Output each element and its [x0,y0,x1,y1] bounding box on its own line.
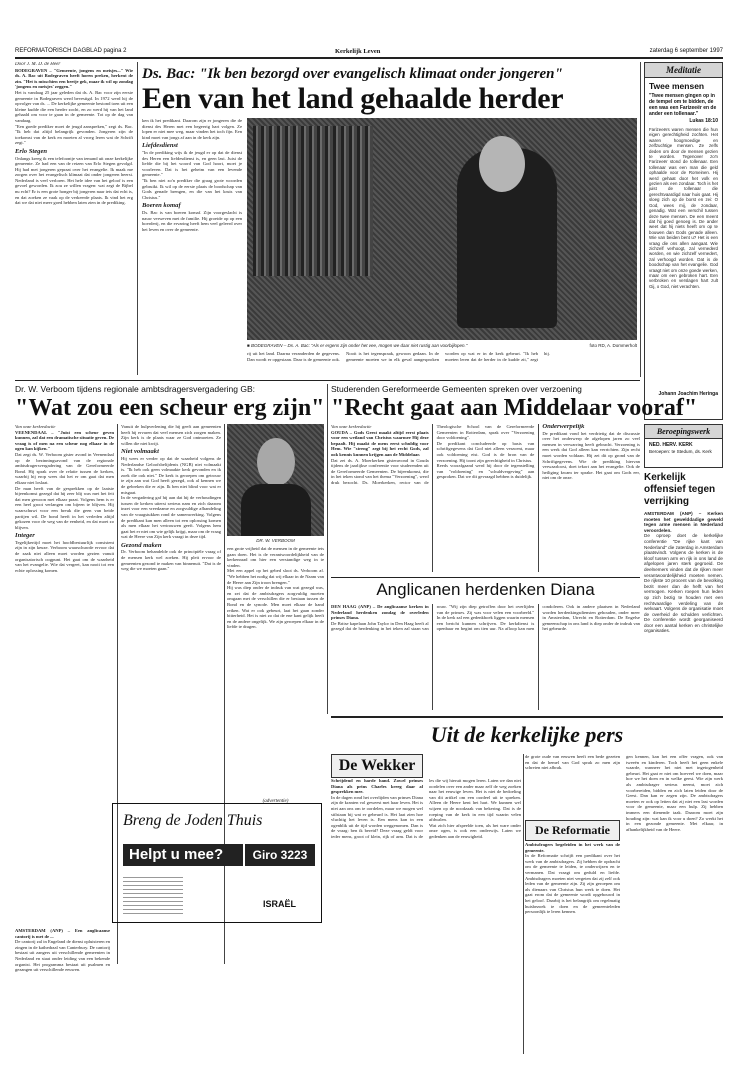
verboom-photo-caption: DR. W. VERBOOM [256,538,295,543]
verboom-photo-face [257,438,295,486]
verboom-column-3: een grote vrijheid dat de mensen in de gemeente iets gaan doen. Het is de verantwoordelijkheid van de kerkenraad om hier een verstandige weg in te vinden. Met een appel op het gebed sloot ds. Verboom af. "We hebben het nodig dat wij elkaar in de Naam van de Heere aan Zijn troon brengen." Hij was diep onder de indruk van wat gezegd was, en zei dat de ambtsdragers zorgvuldig moeten omgaan met de verschillen die er bestaan tussen de Bond en de synode. Men moet elkaar de hand reiken. Wat er ook gebeurt, laat het gaan zonder bitterheid. Het is niet zo dat de ene kant gelijk heeft en de andere ongelijk. We zijn geroepen elkaar in de liefde te dragen. [227,546,324,630]
pers-wekker [331,754,521,1054]
advert-helpt-box [123,844,243,866]
pers-reformatie [525,754,723,1054]
verboom-subhead-4: Gezond maken [121,541,162,549]
offensief-body: AMSTERDAM (ANP) – Kerken moeten het gewelddadige geweld tegen arme mensen in Nederland veroordelen. De oproep doet de kerkelijke conferentie "De rijke kant van Nederland" die zaterdag in Amsterdam plaatsvindt. Volgens de kerken is de kloof tussen arm en rijk in ons land de afgelopen jaren sterk gegroeid. De deelnemers vinden dat de rijken meer verantwoordelijkheid moeten nemen. De rijkste 10 procent van de bevolking bezit meer dan de helft van het vermogen. Kerken roepen hun leden op zich bezig te houden met een rechtvaardige verdeling van de welvaart. Volgens de organisatie moet de overheid de schulden verlichten. De conferentie wordt georganiseerd door een aantal kerken en christelijke organisaties. [644,511,723,634]
beroepingswerk-box [644,424,723,468]
anglicanen-article [331,580,640,712]
advert-giro-text: Giro 3223 [252,848,308,862]
header-section: Kerkelijk Leven [335,48,381,55]
verboom-subhead-1: Niet volmaakt [121,448,159,456]
advert-helpt-text: Helpt u mee? [129,846,224,863]
advert-map-icon [123,874,183,914]
lead-photo-bookshelf [253,126,373,276]
beroepingswerk-text: Beroepen: te Stedum, ds. Kerk [649,449,712,454]
wekker-columns: Schrijdend en harde hand. Zowel prinses Diana als prins Charles kreeg daar al gesprekken mee. In de dagen rond het overlijden van prinses Diana zijn de kranten vol geweest met haar leven. Het is niet aan ons om te oordelen, maar we mogen wel stilstaan bij wat er gebeurd is. Het laat zien hoe vluchtig het leven is. Een mens kan in een ogenblik uit de tijd worden weggenomen. Dan is de vraag: ben ik bereid? Deze vraag geldt voor ieder mens, groot of klein, rijk of arm. Dat is de les die wij hieruit mogen leren. Laten we dan niet oordelen over een ander maar zelf de weg zoeken naar het eeuwige leven. Het is niet de bedoeling van dit artikel om een oordeel uit te spreken. Alleen de Heere kent het hart. We kunnen wel wijzen op de noodzaak van bekering. Dat is de roeping van de kerk in een tijd waarin velen afdwalen. Wat zich hier afspeelde toen, als het ware onder onze ogen, is ook een onderwijs. Laten we gedenken aan de eeuwigheid. [331,778,521,839]
verboom-kicker: Dr. W. Verboom tijdens regionale ambtsdragersvergadering GB: [15,384,256,394]
lead-column-3: rij uit het land. Daarna veranderden de gegevens. Dan wordt er opgestaan. Daar is de gemeente ook. Nooit is het tegenspraak, gewoon gedaan. In de gemeente moeten we in elk geval aangesproken worden op wat er in de kerk gebeurt. "Ik heb moeten leren dat de herder in de kudde zit," zegt hij. [247,351,550,362]
wekker-title: De Wekker [331,754,423,778]
meditatie-body: Farizeeërs waren mensen die hun eigen gerechtigheid zochten. Het waren hoogmoedige en zelfzuchtige mensen. Ze zelfs deden om door de mensen gezien te worden. Tegenover zo'n Farizeeër stond de tollenaar. Een tollenaar was een man die geld ophaalde voor de Romeinen. Hij werd gehaat door het volk en gezien als een zondaar. Toch is het juist de tollenaar die gerechtvaardigd naar huis gaat. Hij sloeg zich op de borst en zei: O God, wees mij, de zondaar, genadig. Wat een verschil tussen deze twee mensen. De een meent dat hij goed genoeg is. De ander weet dat hij niets heeft om op te bouwen dan Gods genade alleen. Wie van beiden bent u? Het is een vraag die ons allen aangaat. Wie zichzelf verhoogt, zal vernederd worden, en wie zichzelf vernedert, zal verhoogd worden. Dat is de boodschap van het evangelie. God vraagt niet om onze goede werken, maar om een gebroken hart. Een verbroken en verslagen hart zult Gij, o God, niet verachten. [649,127,718,289]
header-date: zaterdag 6 september 1997 [649,48,723,54]
advert-bring-title: Breng de Joden Thuis [123,812,263,829]
header-paper-name: REFORMATORISCH DAGBLAD pagina 2 [15,48,127,54]
beroepingswerk-org: NED. HERV. KERK [649,442,693,448]
reformatie-column-2: gen kennen, kan het een offer vragen, ook van tweeën en kinderen. Toch heeft het geen enkele waarde, wanneer het niet met ingetogenheid gebeurt. Het gaat er niet om hoeveel we doen, maar hoe we het doen en in welke geest. Wie zijn werk als ambtsdrager serieus neemt, moet zich voorbereiden, bidden en zich laten leiden door de Geest. Dan kan er zegen zijn. De ambtsdragers moeten er ook op letten dat zij niet een last worden voor de gemeente, maar een hulp. Zij hebben immers een dienende taak. Daarom moet zijn houding zijn: wat kan ik voor u doen? Zo werkt het in een gezonde gemeente. Met elkaar, in afhankelijkheid van de Heere. [626,754,723,832]
anglicanen-lead: DEN HAAG (ANP) – De anglicaanse kerken in Nederland herdenken zondag de overleden prinses Diana. [331,604,429,621]
lead-col-divider-1 [137,62,138,375]
lead-photo-face [479,136,525,192]
verboom-photo [227,424,324,536]
advert-giro-box [245,844,315,866]
lead-photo-credit: foto RD, A. Dommerholt [589,343,637,348]
lead-intro-column: Door J. M. D. de Heer BODEGRAVEN – "Gemeente, jongens en meisjes..." Wie ds. A. Bac uit Bodegraven heeft horen preken, herkent de zin. "Het is misschien een beetje gek, maar ik wil op zondag 'jongens en meisjes' zeggen." Het is vandaag 25 jaar geleden dat ds. A. Bac voor zijn eerste gemeente in Bodegraven werd bevestigd. In 1972 werd hij de opvolger van ds. ... De kerkelijke gemeente bestond toen uit een kleine kudde die een herder zocht, en zo werd hij van het land gehaald om voor te gaan in de gemeente. Tot op de dag van vandaag. "Een goede prediker moet de jeugd aanspreken," zegt ds. Bac. "Ik heb dat altijd belangrijk gevonden. Jongeren zijn de toekomst van de kerk en moeten al vroeg leren wat de Schrift zegt." Erlo Stegen Onlangs kreeg ik een telefoontje van iemand uit onze kerkelijke gemeente. Ze had een van de reizen van Erlo Stegen gevolgd. Hij had met jongeren gepraat over het evangelie. Ik maak me zorgen over het evangelisch klimaat dat onder jongeren heerst. Nederland is veel verloren. Het hele idee van het geloof is een gevoel geworden. Ik zou ze willen vragen: wat zegt de Bijbel nu echt? Er is een grote honger bij jongeren naar iets dat echt is, en dat zoeken ze vaak op de verkeerde plaats. Ik vind het erg dat we dat niet meer goed hebben laten zien in de prediking. [15,62,133,206]
meditatie-signature: Johann Joachim Heringa [658,391,718,397]
middelaar-columns: Van onze kerkredactie GOUDA – Gods Geest maakt altijd eerst plaats voor een wetland van Christus waarmee Hij deze bepaalt. Hij maakt de mens eerst schuldig voor Hem. Wie "streng" zegt bij het recht Gods, zal ook kennis kunnen krijgen aan de Middelaar. Dat zei ds. A. Moerkerken gisteravond in Gouda tijdens de jaarlijkse conferentie voor studerenden uit de Gereformeerde Gemeenten. De bijeenkomst, die in het teken stond van het thema "Verzoening", werd druk bezocht. Ds. Moerkerken, rector van de Theologische School van de Gereformeerde Gemeenten in Rotterdam, sprak over "Verzoening door voldoening". De predikant concludeerde op basis van schriftgegevens dat God niet alleen verzoent, maar ook voldoening eist. God is de bron van de verzoening. Hij toont zijn gerechtigheid in Christus. Reeds voorafgaand werd hij door de tegenstelling van "voldoening" en "schuldvergeving" aan gesproken. Dat we dit gevraagd hebben is duidelijk. Onderwerpelijk De predikant vond het verdrietig dat de discussie over het onderwerp de afgelopen jaren zo veel mensen in verwarring heeft gebracht. Verzoening is een werk dat God alleen kan verrichten. Zijn recht moet worden voldaan. Hij zei dit op grond van de Schriftgegevens. Wie de prediking hiervan verwaarloost, doet tekort aan het evangelie. Ook de heiliging kwam ter sprake. Het gaat om Gods eer, niet om de onze. [331,424,640,485]
header-rule [15,57,723,59]
middelaar-subhead-1: Onderwerpelijk [542,424,585,430]
reformatie-title: De Reformatie [525,820,620,841]
reformatie-body: Ambtsdragers begeleiden in het werk van de gemeente. In de Reformatie schrijft een predikant over het werk van de ambtsdragers. Zij hebben de opdracht om de gemeente te leiden, te onderwijzen en te vermanen. Dat vraagt om geduld en liefde. Ambtsdragers moeten niet vergeten dat zij zelf ook leden van de gemeente zijn. Zij zijn geroepen om als dienaars van Christus hun werk te doen. Het gaat erom dat de gemeente wordt opgebouwd in het geloof. Daarbij is het belangrijk om regelmatig huisbezoek te doen en de gemeenteleden persoonlijk te leren kennen. [525,842,620,915]
meditatie-label: Meditatie [645,63,722,78]
lead-photo-minister [247,118,637,340]
section-rule-1 [15,380,640,381]
anglicanen-columns: DEN HAAG (ANP) – De anglicaanse kerken in Nederland herdenken zondag de overleden prinses Diana. De Britse kapelaan John Taylor in Den Haag heeft al gezegd dat de herdenking in het teken zal staan van rouw. "Wij zijn diep getroffen door het overlijden van de prinses. Zij was voor velen een voorbeeld." In de kerk zal een gedenkboek liggen waarin mensen een bericht kunnen schrijven. De kerkdienst is openbaar en begint om tien uur. Na afloop kan men condoleren. Ook in andere plaatsen in Nederland worden herdenkingsdiensten gehouden, onder meer in Amsterdam, Utrecht en Rotterdam. De Engelse gemeenschap in ons land is diep onder de indruk van het gebeurde. [331,604,640,632]
amsterdam-article: AMSTERDAM (ANP) – Een anglicaanse cantorij is met de ... De cantorij zal in Engeland de dienst opluisteren en zingen in de kathedraal van Canterbury. De cantorij bestaat uit zangers uit verschillende gemeenten in Nederland en staat onder leiding van een bekende organist. Het programma bestaat uit psalmen en gezangen uit verschillende eeuwen. [15,928,110,973]
meditatie-title: Twee mensen [649,81,705,91]
verboom-photo-body [241,484,311,536]
lead-title: Een van het land gehaalde herder [142,82,564,115]
meditatie-box [644,62,723,420]
anglicanen-title: Anglicanen herdenken Diana [376,580,595,599]
verboom-middelaar-divider [327,384,328,714]
verboom-subhead-3: Integer [15,532,35,540]
offensief-lead: AMSTERDAM (ANP) – Kerken moeten het gewelddadige geweld tegen arme mensen in Nederland veroordelen. [644,511,723,533]
lead-intro: BODEGRAVEN – "Gemeente, jongens en meisjes..." Wie ds. A. Bac uit Bodegraven heeft horen preken, herkent de zin. "Het is misschien een beetje gek, maar ik wil op zondag 'jongens en meisjes' zeggen." [15,67,133,90]
pers-banner [331,720,723,750]
lead-photo-marker-icon: ■ [247,343,251,348]
advert-israel-text: ISRAËL [263,899,297,909]
pers-rule-top [331,716,723,718]
reformatie-intro: de grote oude van eeuwen heeft een bede gezeten en dat de hemel van God sprak zo men zijn schreien niet afbrak. [525,754,620,771]
lead-subhead-2: Liefdesdienst [142,142,178,150]
middelaar-byline: Van onze kerkredactie [331,424,372,429]
lead-subhead-3: Boeren komaf [142,202,181,210]
reformatie-lead: Ambtsdragers begeleiden in het werk van de gemeente. [525,842,620,853]
advert-breng-de-joden-thuis [112,803,322,923]
middelaar-kicker: Studerenden Gereformeerde Gemeenten spreken over verzoening [331,384,582,394]
lead-photo-caption-row [247,343,637,348]
pers-title: Uit de kerkelijke pers [430,722,624,747]
middelaar-title: "Recht gaat aan Middelaar vooraf" [331,395,698,421]
verboom-column-2: Vanuit de hulpverlening die hij geeft aan gemeenten heeft hij ervaren dat veel mensen zich zorgen maken. Zijn kerk is de plaats waar ze God ontmoeten. Ze willen die niet kwijt. Niet volmaakt Hij wees er verder op dat de waarheid volgens de Nederlandse Geloofsbelijdenis (NGB) niet volmaakt is. "Ik heb ook geen volmaakte kerk gevonden en ik zoek die ook niet." De kerk is geroepen om getrouw te zijn aan wat God heeft gezegd, ook al kennen we de gebreken die er zijn. Ik ben niet blind voor wat er misgaat. In de vergadering gaf hij aan dat hij de verhoudingen tussen de kerken uiterst serieus nam en zich daarom inzet voor een vreedzame en zorgvuldige afhandeling van de vraagstukken rond de samenwerking. Volgens de predikant kan men alleen tot een oplossing komen als men elkaar het vertrouwen geeft. Volgens hem gaat het er niet om wie gelijk krijgt, maar om de vraag wat de Heere van Zijn kerk vraagt in deze tijd. Gezond maken Dr. Verboom behandelde ook de principiële vraag of de mensen kerk wel zoeken. Hij pleit ervoor de gemeenten gezond te maken van binnenuit. "Dat is de weg die we moeten gaan." [121,424,221,572]
lead-byline: Door J. M. D. de Heer [15,62,61,67]
meditatie-quote: "Twee mensen gingen op in de tempel om te bidden, de een was een Farizeeër en de ander een tollenaar." [649,93,717,117]
lead-article [15,62,637,377]
verboom-byline: Van onze kerkredactie [15,424,56,429]
verboom-title: "Wat zou een scheur erg zijn" [15,395,325,421]
lead-kicker: Ds. Bac: "Ik ben bezorgd over evangelisch klimaat onder jongeren" [142,66,563,82]
right-column-divider-1 [640,62,641,377]
wekker-lead: Schrijdend en harde hand. Zowel prinses Diana als prins Charles kreeg daar al gesprekken mee. [331,778,423,795]
verboom-column-1: Van onze kerkredactie VEENENDAAL – "Juist een scheur geven kunnen, zal dat een dramatische situatie geven. De vraag is of men na een scheur nog elkaar in de ogen kan kijken." Dat zegt ds. W. Verboom gister avond in Veenendaal op de bezinningsavond van de regionale ambtsdragersvergadering van de Gereformeerde Bond. Hij sprak over de relatie tussen de kerken, waarbij hij erop wees dat het er om gaat dat men elkaar niet loslaat. De man heeft van de gesprekken op de laatste bijeenkomst gezegd dat hij zeer blij was met het feit dat men gewoon met elkaar praat. Volgens hem is er een heel groot verlangen om bijeen te blijven. Hij waarschuwt voor een breuk die geen van beide partijen wil. De bond heeft in het verleden altijd gekozen voor de weg van de eenheid, en dat moet zo blijven. Integer Tegelijkertijd moet het hoofdbestuurlijk consistent zijn in zijn keuze. Verboom waarschuwde ervoor dat de zaak niet alleen moet worden gezien vanuit organisatorisch oogpunt. Het gaat om de waarheid van het evangelie. Wie dat vergeet, kan nooit tot een echte oplossing komen. [15,424,114,573]
offensief-title: Kerkelijk offensief tegen verrijking [644,472,716,507]
amsterdam-text: AMSTERDAM (ANP) – Een anglicaanse cantorij is met de ... [15,928,110,939]
lead-column-2: ken ik het predikant. Daarom zijn er jongeren die de dienst des Heren met een begeerig hart volgen. Ze lopen er niet mee weg, maar vinden het toch fijn. Een kind moet van jongs af aan in de kerk zijn. Liefdesdienst "In de prediking wijs ik de jeugd er op dat de dienst des Heren een liefdesdienst is, en geen last. Juist de liefde die bij het woord van God hoort, moet je voorleven. Dat is het geheim van een levende gemeente." "Ik ben niet zo'n prediker die graag grote woorden gebruikt. Ik wil op de eerste plaats de boodschap van Gods genade brengen, en die van het kruis van Christus." Boeren komaf Ds. Bac is van boeren komaf. Zijn voorgeslacht is nauw verweven met de familie. Hij groeide op op een boerderij, en die ervaring heeft hem veel geleerd over het leven en over de gemeente. [142,118,242,232]
lead-subhead-1: Erlo Stegen [15,147,48,155]
beroepingswerk-label: Beroepingswerk [645,425,722,439]
lead-photo-caption: BODEGRAVEN – Ds. A. Bac: "Als er ergens zijn onder het vee, mogen we daar niet rustig aan voorbijlopen." [250,343,468,348]
verboom-ad-label: (advertentie) [262,799,289,804]
anglicanen-rule [331,577,640,578]
pers-divider [523,754,524,1054]
meditatie-reference: Lukas 18:10 [689,118,718,124]
